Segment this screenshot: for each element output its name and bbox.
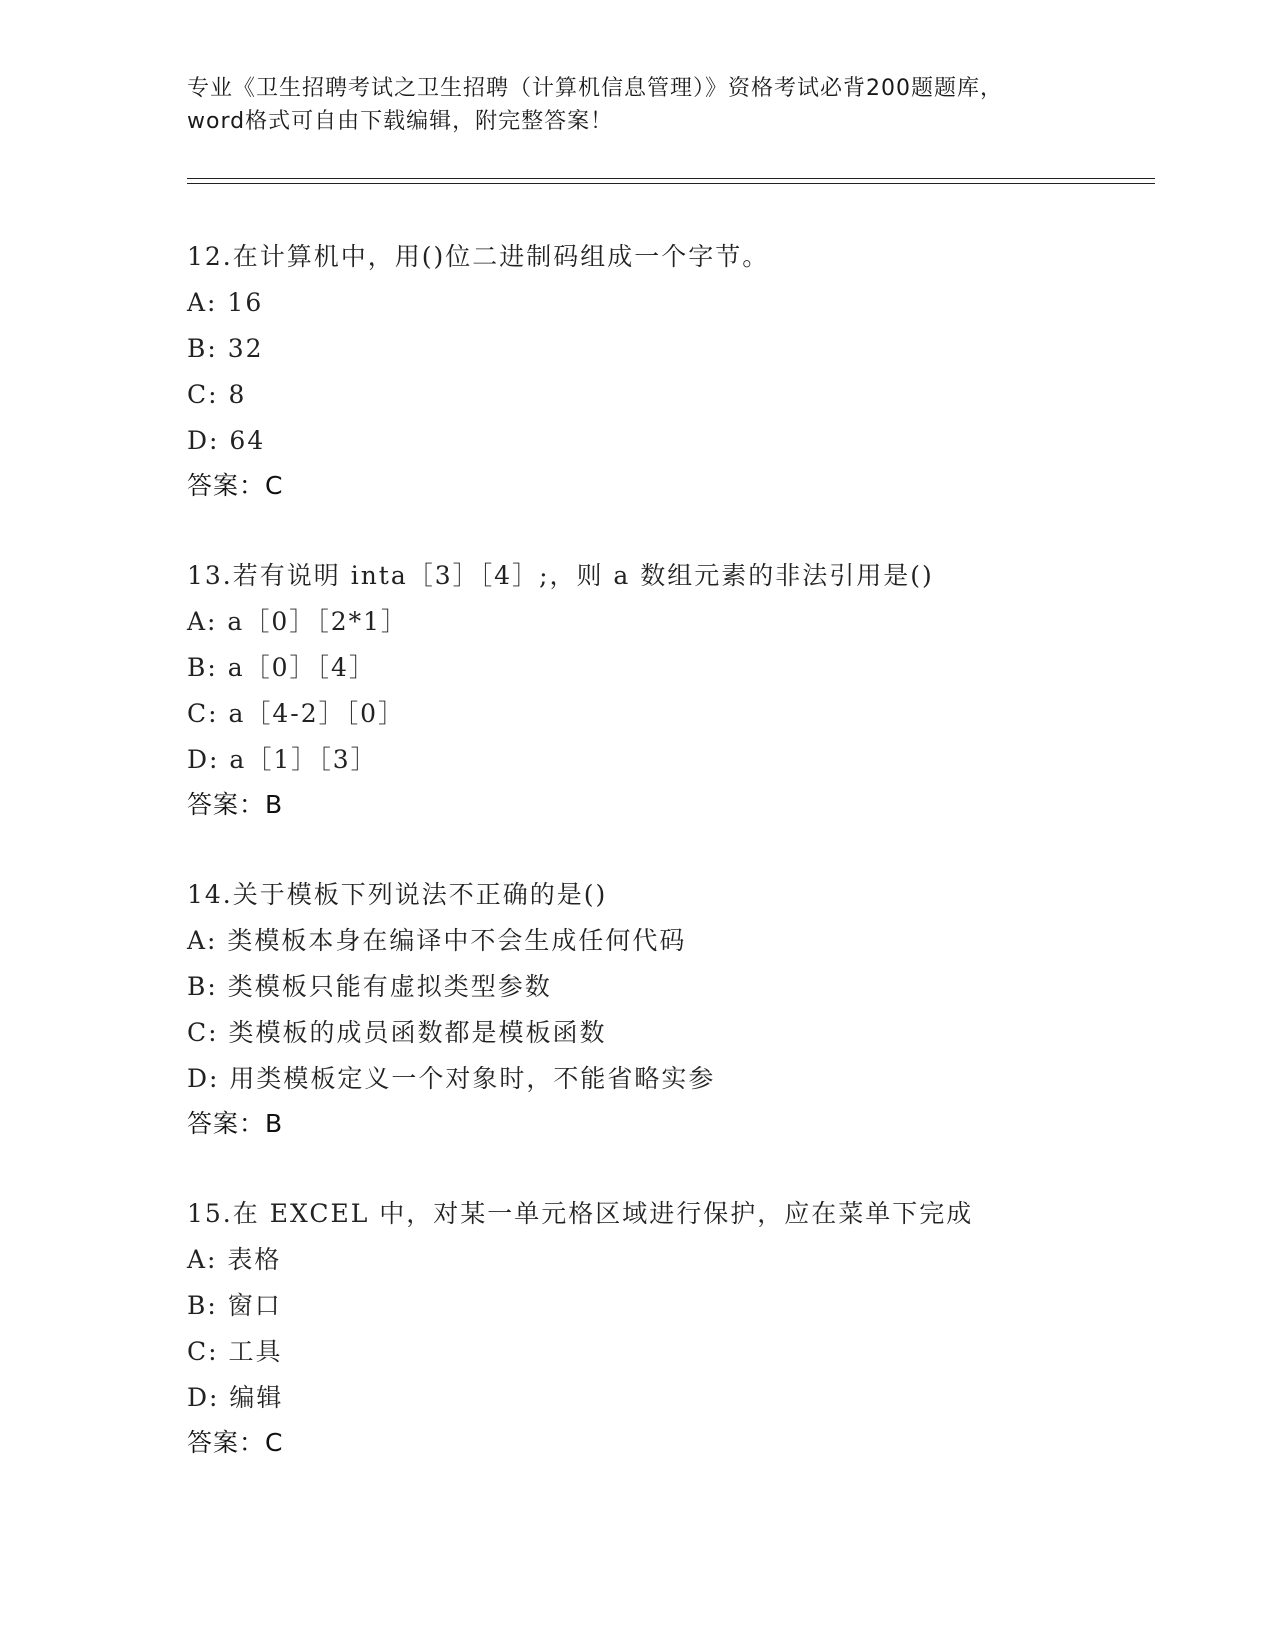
option-a: A: 表格 bbox=[187, 1245, 282, 1274]
answer: 答案：C bbox=[187, 471, 284, 500]
question-15 bbox=[187, 1191, 1147, 1465]
answer: 答案：B bbox=[187, 790, 284, 819]
answer: 答案：B bbox=[187, 1109, 284, 1138]
option-c: C: 8 bbox=[187, 380, 247, 409]
answer: 答案：C bbox=[187, 1428, 284, 1457]
document-header bbox=[187, 72, 1087, 138]
option-a: A: 16 bbox=[187, 288, 264, 317]
option-c: C: a［4-2］［0］ bbox=[187, 699, 406, 728]
option-d: D: 用类模板定义一个对象时，不能省略实参 bbox=[187, 1064, 716, 1093]
question-13 bbox=[187, 553, 1147, 827]
option-a: A: a［0］［2*1］ bbox=[187, 607, 409, 636]
option-d: D: a［1］［3］ bbox=[187, 745, 378, 774]
option-c: C: 工具 bbox=[187, 1337, 283, 1366]
question-14 bbox=[187, 872, 1147, 1146]
option-b: B: 窗口 bbox=[187, 1291, 282, 1320]
option-c: C: 类模板的成员函数都是模板函数 bbox=[187, 1018, 607, 1047]
question-stem: 15.在 EXCEL 中，对某一单元格区域进行保护，应在菜单下完成 bbox=[187, 1199, 974, 1228]
option-b: B: 32 bbox=[187, 334, 264, 363]
header-divider-top bbox=[187, 178, 1155, 179]
option-d: D: 64 bbox=[187, 426, 266, 455]
option-b: B: 类模板只能有虚拟类型参数 bbox=[187, 972, 552, 1001]
question-stem: 13.若有说明 inta［3］［4］;，则 a 数组元素的非法引用是() bbox=[187, 561, 934, 590]
header-divider-bottom bbox=[187, 183, 1155, 184]
option-b: B: a［0］［4］ bbox=[187, 653, 376, 682]
header-title-line-2: word格式可自由下载编辑，附完整答案！ bbox=[187, 109, 614, 134]
question-stem: 14.关于模板下列说法不正确的是() bbox=[187, 880, 608, 909]
option-a: A: 类模板本身在编译中不会生成任何代码 bbox=[187, 926, 687, 955]
option-d: D: 编辑 bbox=[187, 1383, 284, 1412]
header-title-line-1: 专业《卫生招聘考试之卫生招聘（计算机信息管理）》资格考试必背200题题库， bbox=[187, 76, 1003, 101]
question-12 bbox=[187, 234, 1147, 508]
question-stem: 12.在计算机中，用()位二进制码组成一个字节。 bbox=[187, 242, 770, 271]
